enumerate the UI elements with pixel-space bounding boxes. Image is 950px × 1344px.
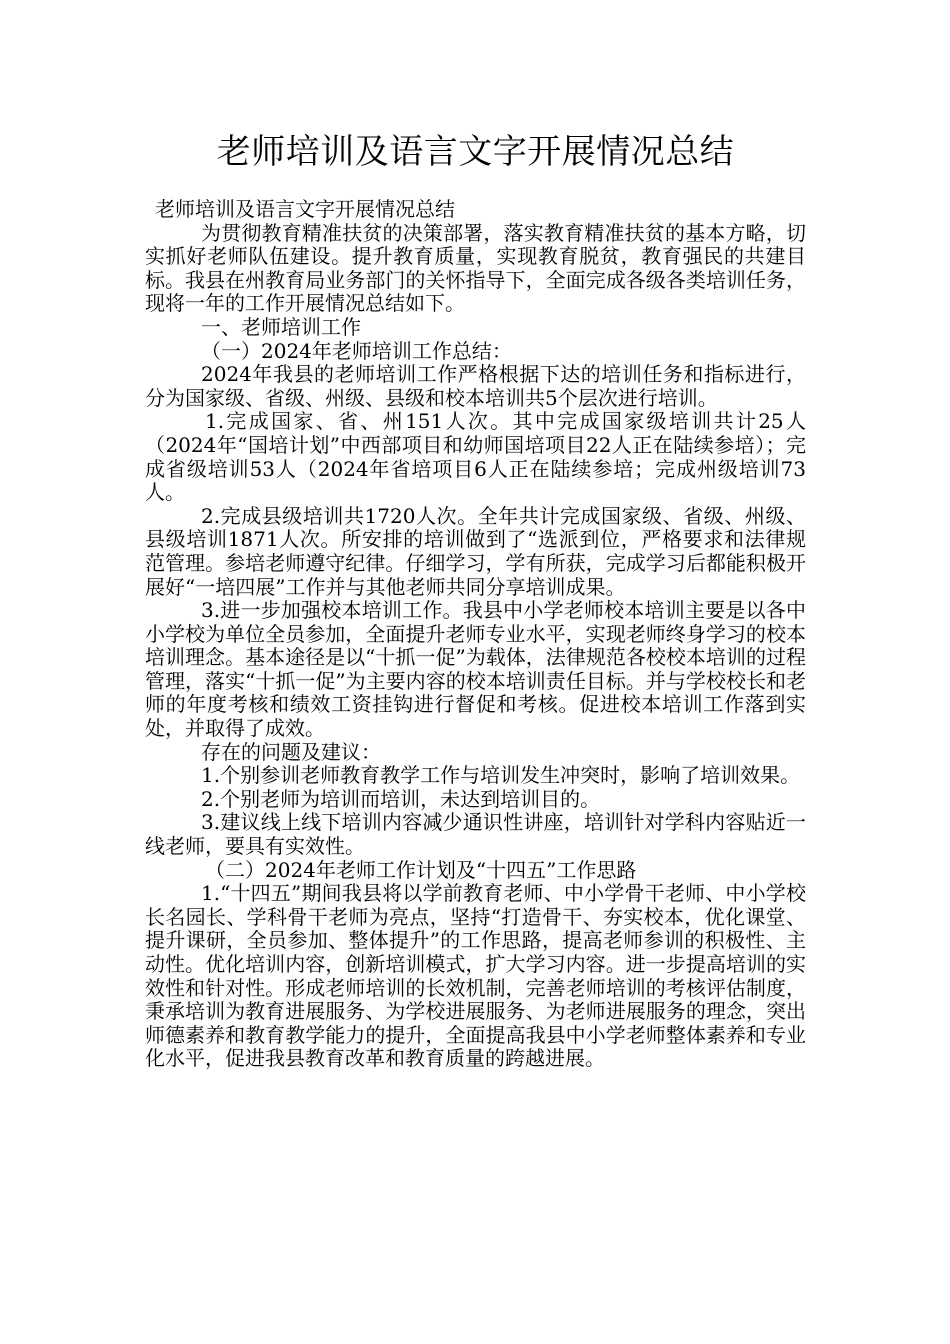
paragraph: 2024年我县的老师培训工作严格根据下达的培训任务和指标进行，分为国家级、省级、州级、县级和校本培训共5个层次进行培训。 bbox=[145, 362, 806, 410]
subsection-heading: （二）2024年老师工作计划及“十四五”工作思路 bbox=[205, 857, 637, 882]
paragraph: 1.个别参训老师教育教学工作与培训发生冲突时，影响了培训效果。 bbox=[201, 763, 801, 788]
paragraph: 2.完成县级培训共1720人次。全年共计完成国家级、省级、州级、县级培训1871人次。所安排的培训做到了“选派到位，严格要求和法律规范管理。参培老师遵守纪律。仔细学习，学有所获，完成学习后都能积极开展好“一培四展”工作并与其他老师共同分享培训成果。 bbox=[145, 503, 806, 599]
issues-heading: 存在的问题及建议： bbox=[201, 739, 381, 764]
paragraph: 1.“十四五”期间我县将以学前教育老师、中小学骨干老师、中小学校长名园长、学科骨干老师为亮点，坚持“打造骨干、夯实校本，优化课堂、提升课研，全员参加、整体提升”的工作思路，提高老师参训的积极性、主动性。优化培训内容，创新培训模式，扩大学习内容。进一步提高培训的实效性和针对性。形成老师培训的长效机制，完善老师培训的考核评估制度，秉承培训为教育进展服务、为学校进展服务、为老师进展服务的理念，突出师德素养和教育教学能力的提升，全面提高我县中小学老师整体素养和专业化水平，促进我县教育改革和教育质量的跨越进展。 bbox=[145, 881, 806, 1071]
subsection-heading: （一）2024年老师培训工作总结： bbox=[201, 338, 512, 363]
paragraph: 3.建议线上线下培训内容减少通识性讲座，培训针对学科内容贴近一线老师，要具有实效性。 bbox=[145, 810, 806, 859]
document-title: 老师培训及语言文字开展情况总结 bbox=[216, 132, 735, 172]
subtitle-line: 老师培训及语言文字开展情况总结 bbox=[155, 197, 455, 221]
intro-paragraph: 为贯彻教育精准扶贫的决策部署，落实教育精准扶贫的基本方略，切实抓好老师队伍建设。提升教育质量，实现教育脱贫，教育强民的共建目标。我县在州教育局业务部门的关怀指导下，全面完成各级各类培训任务，现将一年的工作开展情况总结如下。 bbox=[145, 220, 806, 316]
paragraph: 2.个别老师为培训而培训，未达到培训目的。 bbox=[201, 786, 601, 811]
section-heading: 一、老师培训工作 bbox=[201, 314, 361, 339]
paragraph: 3.进一步加强校本培训工作。我县中小学老师校本培训主要是以各中小学校为单位全员参加，全面提升老师专业水平，实现老师终身学习的校本培训理念。基本途径是以“十抓一促”为载体，法律规范各校校本培训的过程管理，落实“十抓一促”为主要内容的校本培训责任目标。并与学校校长和老师的年度考核和绩效工资挂钩进行督促和考核。促进校本培训工作落到实处，并取得了成效。 bbox=[145, 598, 806, 741]
document-body bbox=[145, 198, 806, 1071]
paragraph: 1.完成国家、省、州151人次。其中完成国家级培训共计25人（2024年“国培计划”中西部项目和幼师国培项目22人正在陆续参培）；完成省级培训53人（2024年省培项目6人正在陆续参培；完成州级培训73人。 bbox=[145, 409, 806, 505]
